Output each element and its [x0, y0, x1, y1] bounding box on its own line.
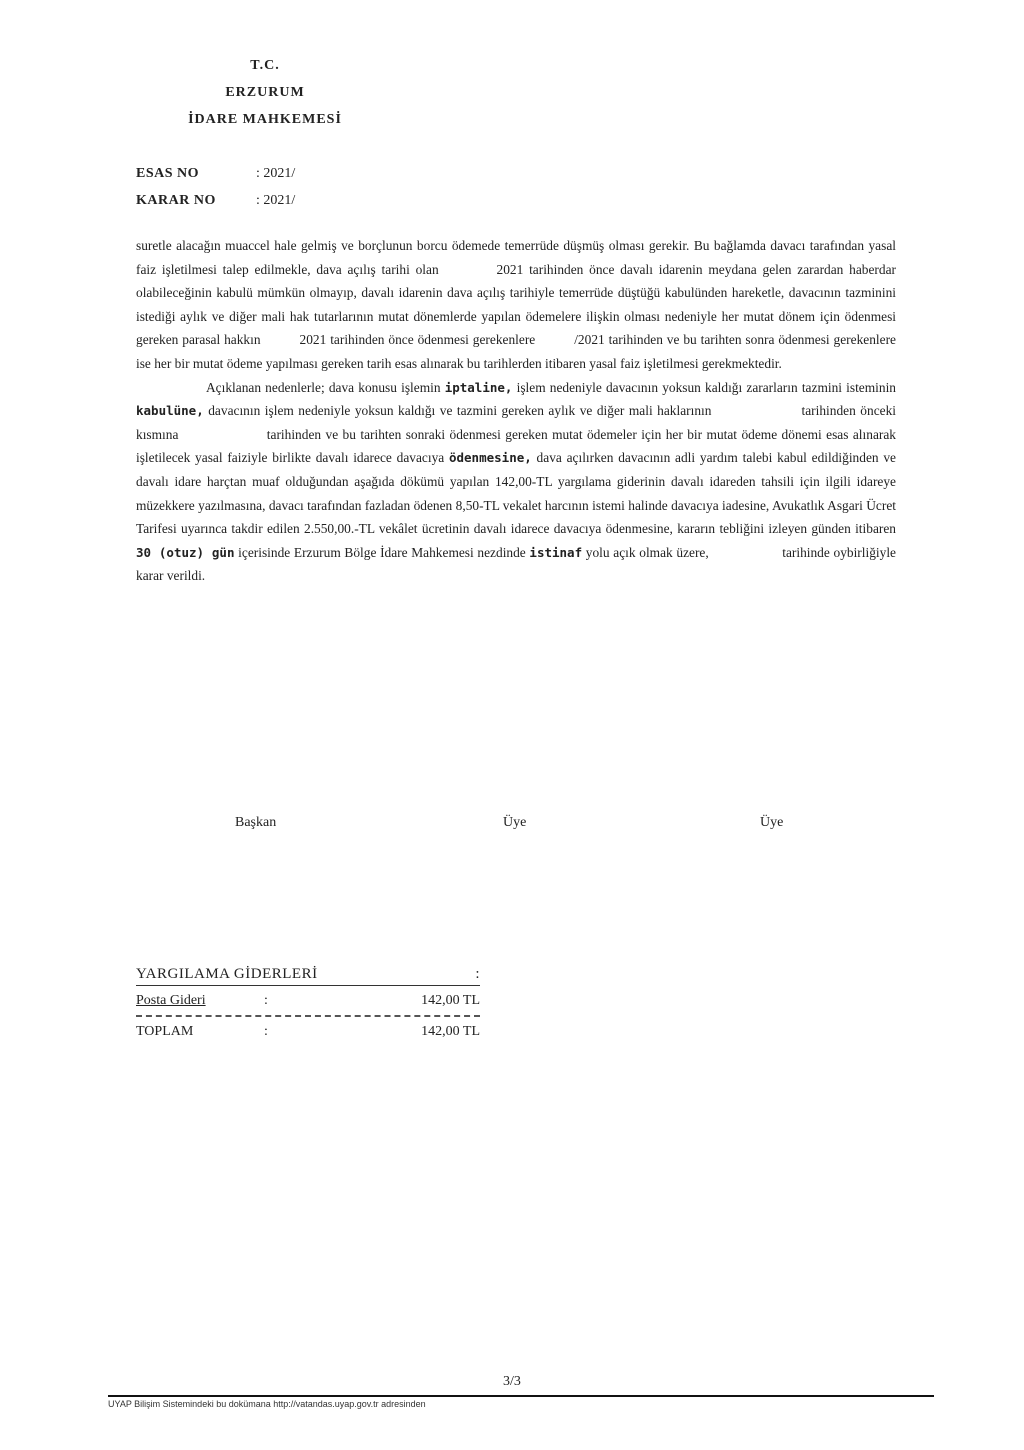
paragraph-verdict	[136, 376, 900, 588]
verdict-iptal: iptaline,	[444, 379, 513, 395]
header-tc: T.C.	[250, 58, 280, 73]
signature-baskan: Başkan	[235, 815, 277, 830]
karar-value: : 2021/	[256, 193, 296, 208]
verdict-text-k: yolu açık olmak üzere, tarihinde oybirliğiyle karar verildi.	[136, 544, 900, 584]
expense-name: Posta Gideri	[136, 992, 206, 1008]
verdict-text-a: Açıklanan nedenlerle; dava konusu işlemin	[206, 379, 445, 395]
paragraph-interest: suretle alacağın muaccel hale gelmiş ve borçlunun borcu ödemede temerrüde düşmüş olması gerekir. Bu bağlamda davacı tarafından yasal faiz işletilmesi talep edilmekle, dava açılış tarihi olan 2021 tarihinden önce davalı idarenin meydana gelen zarardan haberdar olabileceğinin kabulü mümkün olmayıp, davalı idarenin dava açılış tarihiyle temerrüde düştüğü kabulünden hareketle, davacının tazminini istediği aylık ve diğer mali hak tutarlarının mutat dönemlerde yapılan ödemelere ilişkin olması nedeniyle her mutat dönem için ödenmesi gereken parasal hakkın 2021 tarihinden önce ödenmesi gerekenlere /2021 tarihinden ve bu tarihten sonra ödenmesi gerekenlere ise her bir mutat ödeme yapılması gereken tarih esas alınarak bu tarihlerden itibaren yasal faiz işletilmesi gerekmektedir.	[136, 238, 900, 371]
expense-amount: 142,00 TL	[421, 992, 480, 1008]
verdict-istinaf: istinaf	[529, 544, 583, 560]
court-header	[160, 52, 370, 133]
footer-divider	[108, 1395, 934, 1397]
page-number: 3/3	[503, 1374, 521, 1389]
expense-total-row	[136, 1017, 480, 1046]
case-meta	[136, 160, 295, 214]
verdict-text-c: işlem nedeniyle davacının yoksun kaldığı zararların tazmini isteminin	[512, 379, 900, 395]
expense-total-name: TOPLAM	[136, 1023, 194, 1039]
signature-uye-2: Üye	[760, 815, 784, 830]
expenses-title-row	[136, 966, 480, 986]
verdict-text-i: içerisinde Erzurum Bölge İdare Mahkemesi nezdinde	[234, 544, 530, 560]
expense-total-amount: 142,00 TL	[421, 1023, 480, 1039]
expense-row	[136, 986, 480, 1017]
verdict-sure: 30 (otuz) gün	[136, 544, 235, 560]
footer-note: UYAP Bilişim Sistemindeki bu dokümana http://vatandas.uyap.gov.tr adresinden	[108, 1399, 426, 1409]
karar-row	[136, 187, 295, 214]
expenses-title-colon: :	[475, 966, 480, 982]
esas-value: : 2021/	[256, 166, 296, 181]
esas-row	[136, 160, 295, 187]
decision-body	[136, 234, 900, 588]
verdict-kabul: kabulüne,	[136, 403, 204, 419]
esas-label: ESAS NO	[136, 166, 200, 181]
signature-uye-1: Üye	[503, 815, 527, 830]
header-city: ERZURUM	[225, 85, 305, 100]
expense-total-colon: :	[264, 1023, 268, 1039]
karar-label: KARAR NO	[136, 193, 216, 208]
expenses-title: YARGILAMA GİDERLERİ	[136, 966, 318, 982]
verdict-odenme: ödenmesine,	[448, 450, 532, 466]
verdict-text-g: dava açılırken davacının adli yardım talebi kabul edildiğinden ve davalı idare harçtan muaf olduğundan aşağıda dökümü yapılan 142,00-TL yargılama giderinin davalı idareden tahsili için ilgili idareye müzekkere yazılmasına, davacı tarafından fazladan ödenen 8,50-TL vekalet harcının istemi halinde davacıya iadesine, Avukatlık Asgari Ücret Tarifesi uyarınca takdir edilen 2.550,00.-TL vekâlet ücretinin davalı idarece davacıya ödenmesine, kararın tebliğini izleyen günden itibaren	[136, 450, 900, 537]
verdict-text-e: davacının işlem nedeniyle yoksun kaldığı ve tazmini gereken aylık ve diğer mali haklarının tarihinden önceki kısmına tarihinden ve bu tarihten sonraki ödenmesi gereken mutat ödemeler için her bir mutat ödeme dönemi esas alınarak işletilecek yasal faiziyle birlikte davalı idarece davacıya	[136, 403, 900, 466]
header-court: İDARE MAHKEMESİ	[188, 112, 342, 127]
expense-colon: :	[264, 992, 268, 1008]
expenses-table	[136, 966, 480, 1046]
